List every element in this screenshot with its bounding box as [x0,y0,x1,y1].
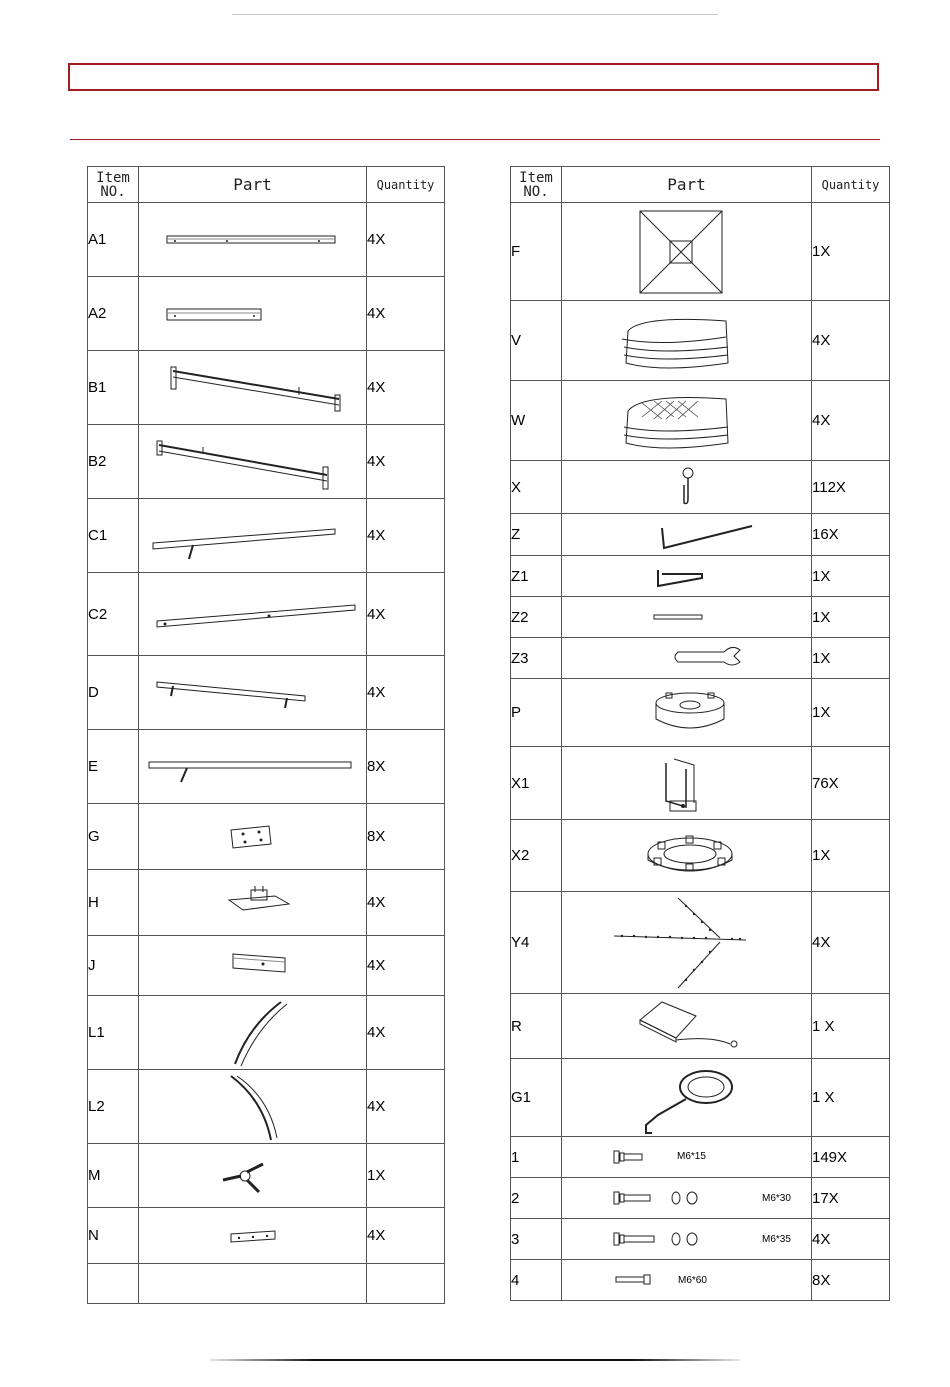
item-code: C1 [88,499,139,573]
section-rule [70,139,880,140]
hook-clip-icon [562,461,812,514]
item-code: 3 [511,1219,562,1260]
bolt-size-label: M6*35 [762,1234,791,1245]
top-rule [232,14,718,15]
bolt-size-label: M6*30 [762,1193,791,1204]
item-qty: 4X [812,301,890,381]
header-part: Part [139,167,367,203]
table-row [511,892,890,994]
long-allen-key-icon [562,514,812,556]
long-tube-icon [139,203,367,277]
round-hub-icon [562,679,812,747]
item-code: Z3 [511,638,562,679]
table-row [511,514,890,556]
item-qty: 76X [812,747,890,820]
item-code: C2 [88,573,139,656]
solar-panel-icon [562,994,812,1059]
table-row [88,425,445,499]
table-row [88,870,445,936]
item-qty: 16X [812,514,890,556]
item-code: E [88,730,139,804]
flat-bar-icon [139,1208,367,1264]
item-code: X1 [511,747,562,820]
item-code: X [511,461,562,514]
table-row [88,277,445,351]
table-row [88,499,445,573]
parts-table-left [87,166,445,1304]
parts-table-right [510,166,890,1301]
table-row [88,804,445,870]
table-row [88,1144,445,1208]
rod-icon [562,597,812,638]
item-qty: 4X [367,499,445,573]
item-qty: 4X [367,936,445,996]
item-qty: 4X [812,1219,890,1260]
item-qty: 4X [367,203,445,277]
bolt-size-label: M6*15 [677,1151,706,1162]
item-code: D [88,656,139,730]
bolt-size-label: M6*60 [678,1275,707,1286]
item-code: 1 [511,1137,562,1178]
item-code: G1 [511,1059,562,1137]
table-row [88,730,445,804]
table-row [88,936,445,996]
item-code: N [88,1208,139,1264]
item-qty: 8X [812,1260,890,1301]
item-code: A2 [88,277,139,351]
table-header [88,167,445,203]
item-code: V [511,301,562,381]
table-row [511,1137,890,1178]
item-qty: 1X [812,679,890,747]
table-row [511,203,890,301]
item-code: M [88,1144,139,1208]
item-code: G [88,804,139,870]
long-beam-icon [139,573,367,656]
item-code: X2 [511,820,562,892]
curved-brace-icon [139,1070,367,1144]
folded-net-icon [562,381,812,461]
item-qty: 4X [367,996,445,1070]
item-code: Z [511,514,562,556]
ring-mount-icon [562,1059,812,1137]
table-header [511,167,890,203]
item-qty: 1X [812,638,890,679]
table-row [88,656,445,730]
item-qty: 1X [367,1144,445,1208]
item-qty: 1 X [812,1059,890,1137]
curved-brace-icon [139,996,367,1070]
item-qty: 8X [367,804,445,870]
table-row [511,556,890,597]
table-row [511,461,890,514]
item-qty: 4X [812,381,890,461]
table-row [88,1208,445,1264]
table-row [88,996,445,1070]
light-string-icon [562,892,812,994]
base-plate-icon [139,870,367,936]
item-code: H [88,870,139,936]
ring-hub-icon [562,820,812,892]
item-code: B2 [88,425,139,499]
title-box [68,63,879,91]
bracket-beam-icon [139,351,367,425]
item-code: P [511,679,562,747]
item-qty: 8X [367,730,445,804]
item-code: F [511,203,562,301]
item-qty: 4X [367,351,445,425]
item-qty: 1X [812,556,890,597]
item-code [88,1264,139,1304]
table-row [88,1264,445,1304]
table-row [511,381,890,461]
item-qty [367,1264,445,1304]
item-qty: 4X [367,1070,445,1144]
header-quantity: Quantity [367,167,445,203]
table-row [511,597,890,638]
item-qty: 17X [812,1178,890,1219]
item-qty: 4X [367,1208,445,1264]
item-qty: 1X [812,820,890,892]
item-code: Y4 [511,892,562,994]
item-qty: 4X [367,656,445,730]
item-code: 4 [511,1260,562,1301]
item-qty: 4X [367,277,445,351]
bar-with-strut-icon [139,730,367,804]
table-row [511,994,890,1059]
channel-bracket-icon [139,936,367,996]
item-qty: 4X [812,892,890,994]
table-row [511,820,890,892]
item-code: W [511,381,562,461]
table-row [511,301,890,381]
beam-with-leg-icon [139,499,367,573]
table-row [511,638,890,679]
item-qty: 4X [367,870,445,936]
table-row [511,1260,890,1301]
item-code: A1 [88,203,139,277]
item-code: L1 [88,996,139,1070]
item-code: R [511,994,562,1059]
item-qty: 149X [812,1137,890,1178]
bracket-beam-icon [139,425,367,499]
item-qty: 1 X [812,994,890,1059]
wrench-icon [562,638,812,679]
header-item-no: Item NO. [88,167,139,203]
short-tube-icon [139,277,367,351]
u-bracket-icon [562,747,812,820]
item-qty: 4X [367,425,445,499]
table-row [511,1059,890,1137]
table-row [88,203,445,277]
table-row [511,1178,890,1219]
bottom-rule [210,1359,740,1361]
item-qty: 1X [812,203,890,301]
header-part: Part [562,167,812,203]
item-qty: 112X [812,461,890,514]
header-quantity: Quantity [812,167,890,203]
canopy-top-icon [562,203,812,301]
empty-cell [139,1264,367,1304]
item-code: L2 [88,1070,139,1144]
tri-connector-icon [139,1144,367,1208]
item-code: B1 [88,351,139,425]
item-code: Z2 [511,597,562,638]
table-row [88,351,445,425]
table-row [511,1219,890,1260]
folded-cloth-icon [562,301,812,381]
table-row [88,1070,445,1144]
item-code: 2 [511,1178,562,1219]
header-item-no: Item NO. [511,167,562,203]
plate-icon [139,804,367,870]
item-code: J [88,936,139,996]
item-code: Z1 [511,556,562,597]
table-row [511,747,890,820]
item-qty: 1X [812,597,890,638]
table-row [88,573,445,656]
allen-key-icon [562,556,812,597]
item-qty: 4X [367,573,445,656]
beam-with-feet-icon [139,656,367,730]
table-row [511,679,890,747]
